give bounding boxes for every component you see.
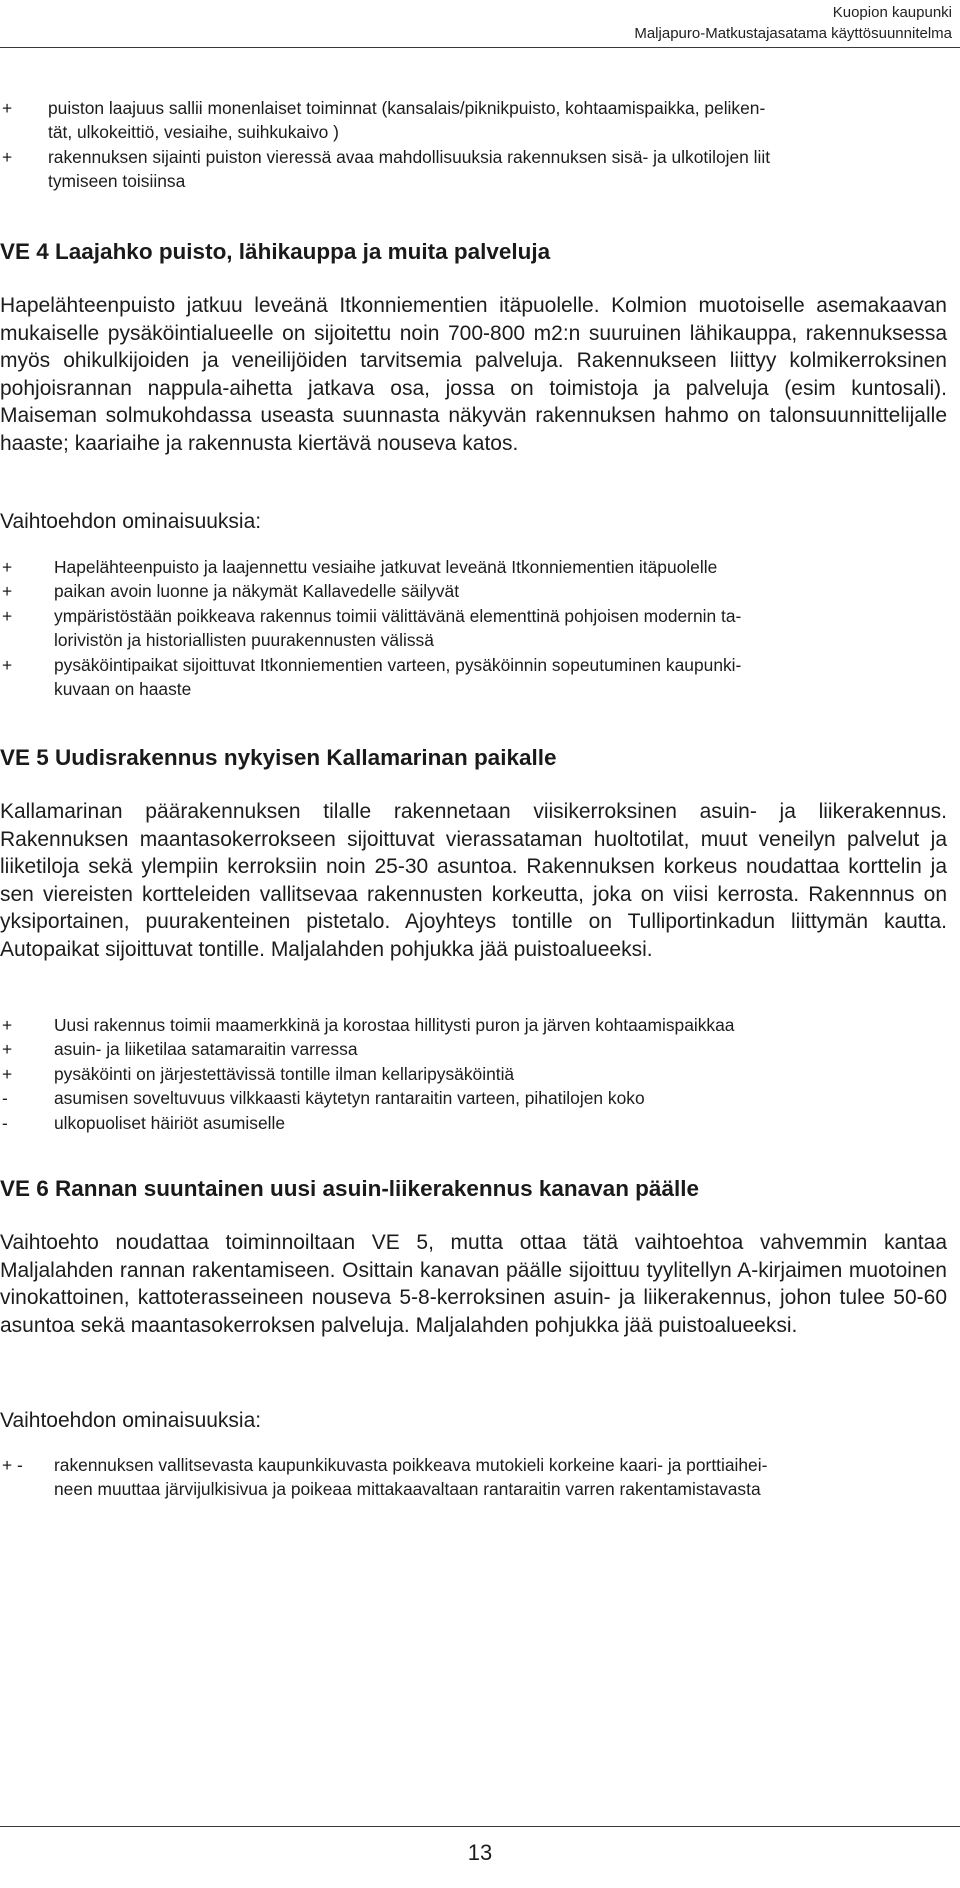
bullet-text: ulkopuoliset häiriöt asumiselle — [54, 1112, 286, 1133]
ve4-feature-item — [0, 579, 947, 603]
page-number: 13 — [467, 1840, 493, 1865]
intro-bullet-item — [0, 145, 947, 194]
document-header — [634, 2, 952, 44]
section-heading-ve5: VE 5 Uudisrakennus nykyisen Kallamarinan paikalle — [0, 745, 557, 770]
bullet-marker: + — [2, 1063, 13, 1084]
bullet-text: rakennuksen vallitsevasta kaupunkikuvasta poikkeava mutokieli korkeine kaari- ja porttiaihei- neen muuttaa järvijulkisivua ja poikeaa mittakaavaltaan rantaraitin varren rakentamistavasta — [54, 1455, 768, 1500]
bullet-text: paikan avoin luonne ja näkymät Kallavedelle säilyvät — [54, 581, 460, 602]
ve4-feature-item — [0, 555, 947, 579]
bullet-marker: + — [2, 605, 13, 626]
bullet-marker: + — [2, 557, 13, 577]
bullet-text: pysäköinti on järjestettävissä tontille ilman kellaripysäköintiä — [54, 1063, 515, 1084]
bullet-text: ympäristöstään poikkeava rakennus toimii välittävänä elementtinä pohjoisen modernin ta- lorivistön ja historiallisten puurakennusten välissä — [54, 605, 742, 651]
bullet-marker: + — [2, 98, 13, 118]
header-organization: Kuopion kaupunki — [832, 4, 952, 21]
bullet-text: asumisen soveltuvuus vilkkaasti käytetyn rantaraitin varteen, pihatilojen koko — [54, 1088, 645, 1109]
ve5-feature-item — [0, 1062, 947, 1086]
section-heading-ve6: VE 6 Rannan suuntainen uusi asuin-liikerakennus kanavan päälle — [0, 1176, 699, 1201]
ve6-features-title: Vaihtoehdon ominaisuuksia: — [0, 1409, 262, 1432]
ve4-feature-item — [0, 604, 947, 653]
bullet-text: pysäköintipaikat sijoittuvat Itkonniementien varteen, pysäköinnin sopeutuminen kaupunki- kuvaan on haaste — [54, 654, 742, 700]
ve6-features-list — [0, 1453, 947, 1503]
bullet-marker: + — [2, 146, 13, 167]
ve6-paragraph: Vaihtoehto noudattaa toiminnoiltaan VE 5, mutta ottaa tätä vaihtoehtoa vahvemmin kantaa Maljalahden rannan rakentamiseen. Osittain kanavan päälle sijoittuu tyylitellyn A-kirjaimen muotoinen vinokattoinen, kattoterasseineen nouseva 5-8-kerroksinen asuin- ja liikerakennus, johon tulee 50-60 asuntoa sekä maantasokerroksen palveluja. Maljalahden pohjukka jää puistoalueeksi. — [0, 1231, 947, 1337]
bullet-marker: + — [2, 1039, 13, 1060]
ve4-features-title: Vaihtoehdon ominaisuuksia: — [0, 510, 262, 533]
ve5-feature-item — [0, 1013, 947, 1037]
intro-bullet-item — [0, 96, 947, 145]
footer-divider — [0, 1826, 960, 1827]
ve6-feature-item — [0, 1453, 947, 1502]
bullet-text: rakennuksen sijainti puiston vieressä avaa mahdollisuuksia rakennuksen sisä- ja ulkotilojen liit tymiseen toisiinsa — [48, 146, 771, 192]
ve5-feature-item — [0, 1111, 947, 1135]
bullet-marker: - — [2, 1088, 8, 1109]
bullet-text: Hapelähteenpuisto ja laajennettu vesiaihe jatkuvat leveänä Itkonniementien itäpuolelle — [54, 557, 718, 577]
bullet-marker: + - — [2, 1455, 23, 1475]
bullet-marker: - — [2, 1112, 8, 1133]
bullet-text: asuin- ja liiketilaa satamaraitin varressa — [54, 1039, 358, 1060]
ve5-feature-item — [0, 1086, 947, 1110]
bullet-marker: + — [2, 654, 13, 675]
bullet-marker: + — [2, 581, 13, 602]
ve5-paragraph: Kallamarinan päärakennuksen tilalle rakennetaan viisikerroksinen asuin- ja liikerakennus. Rakennuksen maantasokerrokseen sijoittuvat vierassataman huoltotilat, muut veneilyn palvelut ja liiketiloja sekä ylempiin kerroksiin noin 25-30 asuntoa. Rakennuksen korkeus noudattaa korttelin ja sen viereisten kortteleiden vallitsevaa rakennusten korkeutta, joka on viisi kerrosta. Rakennnus on yksiportainen, puurakenteinen pistetalo. Ajoyhteys tontille on Tulliportinkadun liittymän kautta. Autopaikat sijoittuvat tontille. Maljalahden pohjukka jää puistoalueeksi. — [0, 800, 947, 961]
header-divider — [0, 47, 960, 48]
bullet-text: puiston laajuus sallii monenlaiset toiminnat (kansalais/piknikpuisto, kohtaamispaikka, peliken- tät, ulkokeittiö, vesiaihe, suihkukaivo ) — [48, 98, 766, 143]
section-heading-ve4: VE 4 Laajahko puisto, lähikauppa ja muita palveluja — [0, 239, 551, 264]
ve4-feature-item — [0, 653, 947, 702]
ve5-feature-item — [0, 1037, 947, 1061]
bullet-marker: + — [2, 1015, 13, 1035]
ve4-paragraph: Hapelähteenpuisto jatkuu leveänä Itkonniementien itäpuolelle. Kolmion muotoiselle asemakaavan mukaiselle pysäköintialueelle on sijoitettu noin 700-800 m2:n suuruinen lähikauppa, rakennuksessa myös ohikulkijoiden ja veneilijöiden tarvitsemia palveluja. Rakennukseen liittyy kolmikerroksinen pohjoisrannan nappula-aihetta jatkava osa, jossa on toimistoja ja palveluja (esim kuntosali). Maiseman solmukohdassa useasta suunnasta näkyvän rakennuksen hahmo on talonsuunnittelijalle haaste; kaariaihe ja rakennusta kiertävä nouseva katos. — [0, 294, 947, 455]
bullet-text: Uusi rakennus toimii maamerkkinä ja korostaa hillitysti puron ja järven kohtaamispaikkaa — [54, 1015, 735, 1035]
intro-bullet-list — [0, 96, 947, 194]
header-document-title: Maljapuro-Matkustajasatama käyttösuunnitelma — [634, 25, 952, 42]
ve4-features-list — [0, 555, 947, 701]
ve5-features-list — [0, 1013, 947, 1135]
